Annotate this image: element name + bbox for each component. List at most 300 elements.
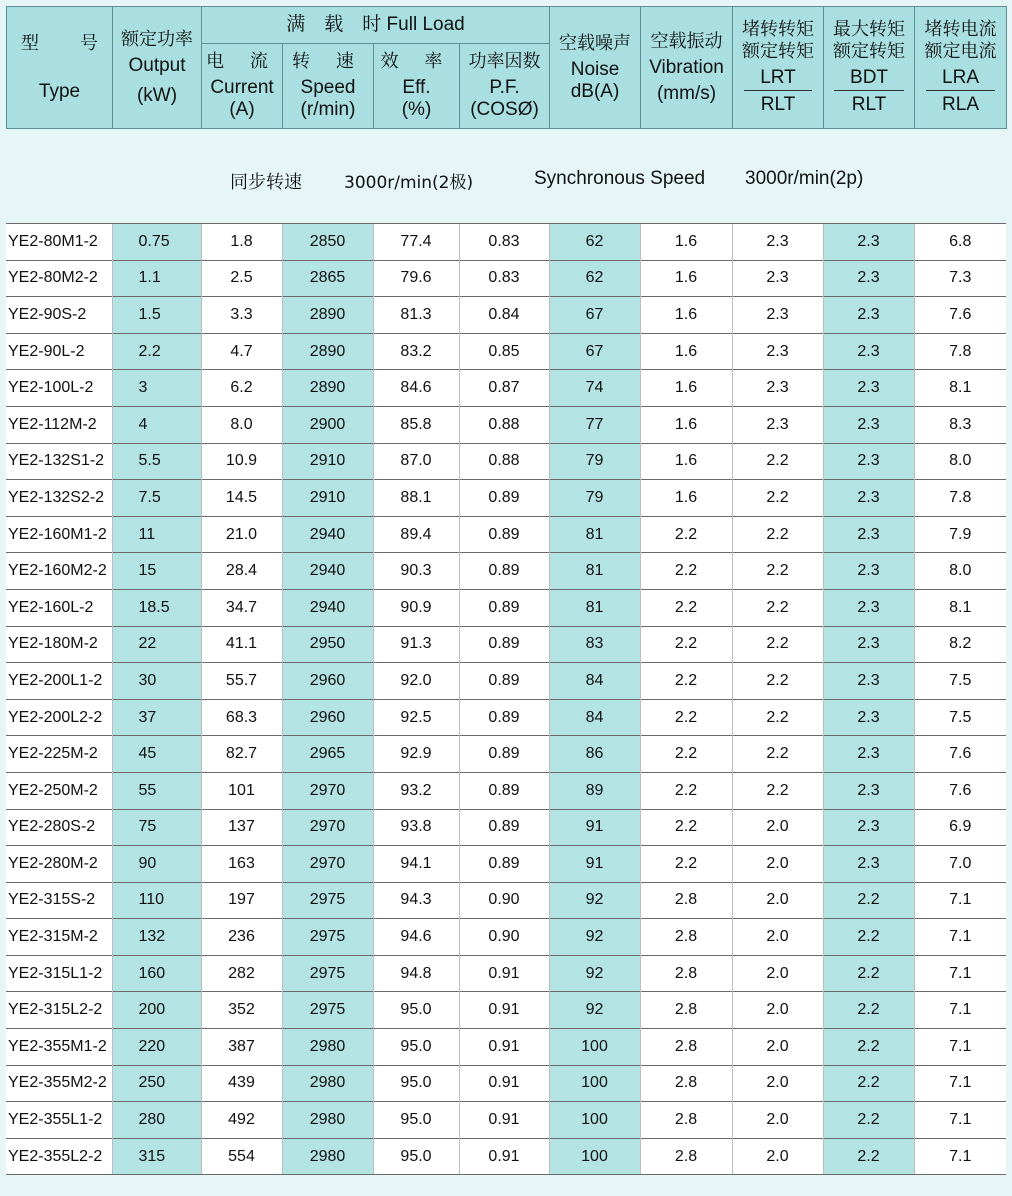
cell-efficiency: 95.0: [373, 992, 459, 1029]
cell-output: 4: [112, 406, 201, 443]
cell-lrt: 2.0: [732, 1102, 823, 1139]
cell-power-factor: 0.89: [459, 553, 549, 590]
cell-output: 110: [112, 882, 201, 919]
cell-noise: 83: [549, 626, 640, 663]
cell-vibration: 2.2: [640, 589, 732, 626]
cell-current: 352: [201, 992, 282, 1029]
cell-speed: 2910: [282, 443, 373, 480]
cell-bdt: 2.3: [823, 663, 914, 700]
cell-vibration: 2.2: [640, 626, 732, 663]
cell-noise: 67: [549, 297, 640, 334]
cell-power-factor: 0.91: [459, 992, 549, 1029]
cell-noise: 62: [549, 260, 640, 297]
cell-type: YE2-132S1-2: [6, 443, 112, 480]
cell-lra: 7.1: [914, 919, 1006, 956]
cell-lrt: 2.3: [732, 370, 823, 407]
cell-efficiency: 83.2: [373, 333, 459, 370]
cell-bdt: 2.3: [823, 772, 914, 809]
cell-speed: 2980: [282, 1102, 373, 1139]
cell-power-factor: 0.89: [459, 736, 549, 773]
cell-lra: 7.1: [914, 1029, 1006, 1066]
cell-lrt: 2.0: [732, 955, 823, 992]
cell-efficiency: 84.6: [373, 370, 459, 407]
cell-lrt: 2.2: [732, 480, 823, 517]
table-row: [6, 480, 1006, 517]
table-row: [6, 224, 1006, 261]
cell-noise: 92: [549, 955, 640, 992]
table-row: [6, 626, 1006, 663]
cell-output: 11: [112, 516, 201, 553]
cell-current: 137: [201, 809, 282, 846]
cell-current: 387: [201, 1029, 282, 1066]
cell-speed: 2975: [282, 955, 373, 992]
cell-vibration: 2.8: [640, 992, 732, 1029]
cell-bdt: 2.3: [823, 224, 914, 261]
cell-current: 6.2: [201, 370, 282, 407]
cell-output: 315: [112, 1138, 201, 1175]
cell-type: YE2-200L2-2: [6, 699, 112, 736]
cell-type: YE2-90S-2: [6, 297, 112, 334]
cell-type: YE2-355L1-2: [6, 1102, 112, 1139]
cell-output: 220: [112, 1029, 201, 1066]
cell-output: 160: [112, 955, 201, 992]
cell-output: 15: [112, 553, 201, 590]
table-row: [6, 516, 1006, 553]
cell-noise: 84: [549, 699, 640, 736]
cell-efficiency: 94.6: [373, 919, 459, 956]
cell-output: 280: [112, 1102, 201, 1139]
spec-table-body: [6, 223, 1006, 1175]
table-row: [6, 846, 1006, 883]
cell-output: 45: [112, 736, 201, 773]
cell-lra: 8.2: [914, 626, 1006, 663]
cell-bdt: 2.2: [823, 1138, 914, 1175]
cell-lrt: 2.0: [732, 1065, 823, 1102]
cell-lrt: 2.2: [732, 626, 823, 663]
cell-lrt: 2.0: [732, 882, 823, 919]
table-row: [6, 955, 1006, 992]
cell-lrt: 2.0: [732, 919, 823, 956]
cell-efficiency: 95.0: [373, 1102, 459, 1139]
cell-bdt: 2.3: [823, 626, 914, 663]
cell-speed: 2890: [282, 333, 373, 370]
cell-noise: 62: [549, 224, 640, 261]
cell-noise: 100: [549, 1102, 640, 1139]
cell-lra: 7.3: [914, 260, 1006, 297]
cell-vibration: 2.8: [640, 882, 732, 919]
header-power-factor: 功率因数 P.F. (COSØ): [460, 44, 550, 129]
cell-bdt: 2.3: [823, 809, 914, 846]
cell-type: YE2-225M-2: [6, 736, 112, 773]
cell-current: 41.1: [201, 626, 282, 663]
cell-current: 236: [201, 919, 282, 956]
cell-lrt: 2.0: [732, 1029, 823, 1066]
cell-power-factor: 0.91: [459, 1102, 549, 1139]
cell-vibration: 1.6: [640, 224, 732, 261]
cell-power-factor: 0.89: [459, 846, 549, 883]
cell-lra: 6.8: [914, 224, 1006, 261]
cell-power-factor: 0.90: [459, 919, 549, 956]
cell-type: YE2-160M2-2: [6, 553, 112, 590]
cell-type: YE2-280S-2: [6, 809, 112, 846]
cell-power-factor: 0.89: [459, 663, 549, 700]
cell-lra: 7.8: [914, 333, 1006, 370]
cell-noise: 92: [549, 882, 640, 919]
cell-type: YE2-315S-2: [6, 882, 112, 919]
cell-vibration: 1.6: [640, 333, 732, 370]
cell-lra: 7.6: [914, 772, 1006, 809]
cell-efficiency: 91.3: [373, 626, 459, 663]
cell-current: 3.3: [201, 297, 282, 334]
header-speed: 转 速 Speed (r/min): [283, 44, 374, 129]
cell-type: YE2-80M1-2: [6, 224, 112, 261]
table-row: [6, 297, 1006, 334]
cell-output: 250: [112, 1065, 201, 1102]
cell-noise: 81: [549, 553, 640, 590]
table-row: [6, 333, 1006, 370]
cell-lrt: 2.2: [732, 553, 823, 590]
cell-type: YE2-355L2-2: [6, 1138, 112, 1175]
cell-vibration: 2.8: [640, 1065, 732, 1102]
cell-lra: 7.5: [914, 663, 1006, 700]
cell-power-factor: 0.83: [459, 224, 549, 261]
cell-vibration: 2.8: [640, 1102, 732, 1139]
cell-vibration: 2.2: [640, 516, 732, 553]
cell-vibration: 2.2: [640, 736, 732, 773]
cell-output: 3: [112, 370, 201, 407]
table-row: [6, 1138, 1006, 1175]
cell-output: 0.75: [112, 224, 201, 261]
cell-lrt: 2.3: [732, 333, 823, 370]
cell-efficiency: 92.0: [373, 663, 459, 700]
cell-output: 1.1: [112, 260, 201, 297]
cell-speed: 2960: [282, 663, 373, 700]
cell-lrt: 2.0: [732, 992, 823, 1029]
cell-lrt: 2.3: [732, 224, 823, 261]
header-bdt-ratio: 最大转矩 额定转矩 BDT RLT: [824, 7, 915, 129]
cell-bdt: 2.3: [823, 260, 914, 297]
cell-speed: 2975: [282, 992, 373, 1029]
cell-speed: 2975: [282, 919, 373, 956]
cell-type: YE2-160M1-2: [6, 516, 112, 553]
cell-lrt: 2.2: [732, 772, 823, 809]
cell-lra: 8.3: [914, 406, 1006, 443]
cell-output: 75: [112, 809, 201, 846]
synchronous-speed-title: [0, 168, 1012, 194]
header-lra-ratio: 堵转电流 额定电流 LRA RLA: [915, 7, 1007, 129]
cell-efficiency: 89.4: [373, 516, 459, 553]
cell-lra: 7.1: [914, 992, 1006, 1029]
cell-efficiency: 95.0: [373, 1029, 459, 1066]
cell-power-factor: 0.88: [459, 443, 549, 480]
cell-vibration: 2.2: [640, 663, 732, 700]
table-row: [6, 992, 1006, 1029]
cell-lra: 7.1: [914, 882, 1006, 919]
cell-bdt: 2.2: [823, 882, 914, 919]
table-row: [6, 553, 1006, 590]
cell-lra: 7.9: [914, 516, 1006, 553]
cell-current: 282: [201, 955, 282, 992]
cell-output: 37: [112, 699, 201, 736]
cell-bdt: 2.3: [823, 406, 914, 443]
cell-efficiency: 93.8: [373, 809, 459, 846]
cell-type: YE2-355M1-2: [6, 1029, 112, 1066]
cell-output: 200: [112, 992, 201, 1029]
cell-noise: 79: [549, 480, 640, 517]
cell-power-factor: 0.89: [459, 772, 549, 809]
cell-output: 1.5: [112, 297, 201, 334]
cell-type: YE2-112M-2: [6, 406, 112, 443]
cell-bdt: 2.2: [823, 955, 914, 992]
cell-lrt: 2.0: [732, 1138, 823, 1175]
header-noise: 空载噪声 Noise dB(A): [550, 7, 641, 129]
cell-bdt: 2.3: [823, 480, 914, 517]
cell-type: YE2-200L1-2: [6, 663, 112, 700]
table-row: [6, 1065, 1006, 1102]
table-row: [6, 882, 1006, 919]
table-row: [6, 406, 1006, 443]
cell-power-factor: 0.91: [459, 1065, 549, 1102]
cell-bdt: 2.2: [823, 1029, 914, 1066]
cell-current: 28.4: [201, 553, 282, 590]
cell-speed: 2970: [282, 846, 373, 883]
cell-noise: 81: [549, 516, 640, 553]
cell-current: 10.9: [201, 443, 282, 480]
cell-efficiency: 94.1: [373, 846, 459, 883]
cell-power-factor: 0.87: [459, 370, 549, 407]
cell-noise: 81: [549, 589, 640, 626]
cell-efficiency: 94.8: [373, 955, 459, 992]
cell-lrt: 2.3: [732, 260, 823, 297]
cell-noise: 100: [549, 1065, 640, 1102]
cell-lrt: 2.2: [732, 443, 823, 480]
cell-power-factor: 0.85: [459, 333, 549, 370]
cell-efficiency: 81.3: [373, 297, 459, 334]
cell-speed: 2910: [282, 480, 373, 517]
cell-current: 1.8: [201, 224, 282, 261]
cell-speed: 2970: [282, 809, 373, 846]
cell-output: 22: [112, 626, 201, 663]
cell-lrt: 2.2: [732, 589, 823, 626]
cell-current: 439: [201, 1065, 282, 1102]
cell-type: YE2-132S2-2: [6, 480, 112, 517]
cell-noise: 86: [549, 736, 640, 773]
cell-type: YE2-355M2-2: [6, 1065, 112, 1102]
cell-lra: 7.1: [914, 1065, 1006, 1102]
cell-lrt: 2.3: [732, 297, 823, 334]
cell-bdt: 2.3: [823, 370, 914, 407]
cell-speed: 2850: [282, 224, 373, 261]
cell-efficiency: 92.5: [373, 699, 459, 736]
cell-current: 163: [201, 846, 282, 883]
cell-noise: 91: [549, 809, 640, 846]
cell-lrt: 2.2: [732, 736, 823, 773]
cell-output: 55: [112, 772, 201, 809]
table-row: [6, 1029, 1006, 1066]
header-type: 型 号 Type: [7, 7, 113, 129]
cell-bdt: 2.2: [823, 919, 914, 956]
cell-vibration: 1.6: [640, 370, 732, 407]
header-output: 额定功率 Output (kW): [113, 7, 202, 129]
cell-type: YE2-280M-2: [6, 846, 112, 883]
cell-current: 554: [201, 1138, 282, 1175]
cell-lra: 8.1: [914, 370, 1006, 407]
cell-type: YE2-100L-2: [6, 370, 112, 407]
speed-label-en: Synchronous Speed: [534, 168, 706, 189]
cell-power-factor: 0.89: [459, 699, 549, 736]
cell-speed: 2940: [282, 553, 373, 590]
table-row: [6, 1102, 1006, 1139]
cell-efficiency: 95.0: [373, 1138, 459, 1175]
cell-power-factor: 0.91: [459, 1029, 549, 1066]
cell-lra: 6.9: [914, 809, 1006, 846]
cell-speed: 2890: [282, 370, 373, 407]
cell-efficiency: 85.8: [373, 406, 459, 443]
cell-speed: 2940: [282, 589, 373, 626]
cell-output: 90: [112, 846, 201, 883]
cell-speed: 2980: [282, 1065, 373, 1102]
cell-bdt: 2.3: [823, 589, 914, 626]
cell-noise: 79: [549, 443, 640, 480]
cell-power-factor: 0.83: [459, 260, 549, 297]
cell-speed: 2900: [282, 406, 373, 443]
cell-lra: 7.5: [914, 699, 1006, 736]
cell-speed: 2960: [282, 699, 373, 736]
cell-vibration: 2.2: [640, 809, 732, 846]
cell-type: YE2-180M-2: [6, 626, 112, 663]
cell-bdt: 2.3: [823, 736, 914, 773]
speed-label-zh: 同步转速: [230, 172, 302, 193]
cell-current: 55.7: [201, 663, 282, 700]
cell-vibration: 1.6: [640, 406, 732, 443]
cell-type: YE2-160L-2: [6, 589, 112, 626]
cell-current: 68.3: [201, 699, 282, 736]
cell-efficiency: 90.9: [373, 589, 459, 626]
cell-bdt: 2.3: [823, 699, 914, 736]
cell-noise: 100: [549, 1029, 640, 1066]
header-current: 电 流 Current (A): [202, 44, 283, 129]
cell-efficiency: 92.9: [373, 736, 459, 773]
cell-efficiency: 79.6: [373, 260, 459, 297]
cell-power-factor: 0.89: [459, 516, 549, 553]
cell-speed: 2980: [282, 1138, 373, 1175]
cell-current: 4.7: [201, 333, 282, 370]
cell-efficiency: 88.1: [373, 480, 459, 517]
cell-type: YE2-315L2-2: [6, 992, 112, 1029]
cell-lra: 7.6: [914, 297, 1006, 334]
cell-bdt: 2.3: [823, 516, 914, 553]
cell-noise: 92: [549, 919, 640, 956]
cell-efficiency: 90.3: [373, 553, 459, 590]
cell-efficiency: 94.3: [373, 882, 459, 919]
cell-bdt: 2.3: [823, 846, 914, 883]
cell-type: YE2-315M-2: [6, 919, 112, 956]
cell-vibration: 1.6: [640, 297, 732, 334]
table-row: [6, 699, 1006, 736]
cell-lra: 7.6: [914, 736, 1006, 773]
speed-value-zh: 3000r/min(2极): [344, 173, 474, 193]
cell-type: YE2-80M2-2: [6, 260, 112, 297]
cell-noise: 77: [549, 406, 640, 443]
cell-speed: 2940: [282, 516, 373, 553]
cell-power-factor: 0.89: [459, 809, 549, 846]
cell-speed: 2965: [282, 736, 373, 773]
cell-lra: 7.1: [914, 1138, 1006, 1175]
cell-current: 14.5: [201, 480, 282, 517]
cell-bdt: 2.2: [823, 992, 914, 1029]
cell-current: 101: [201, 772, 282, 809]
table-row: [6, 919, 1006, 956]
cell-type: YE2-315L1-2: [6, 955, 112, 992]
cell-type: YE2-250M-2: [6, 772, 112, 809]
cell-vibration: 2.8: [640, 1138, 732, 1175]
cell-efficiency: 95.0: [373, 1065, 459, 1102]
cell-lra: 7.1: [914, 955, 1006, 992]
table-row: [6, 809, 1006, 846]
cell-vibration: 2.8: [640, 955, 732, 992]
cell-output: 7.5: [112, 480, 201, 517]
cell-lra: 7.1: [914, 1102, 1006, 1139]
header-vibration: 空载振动 Vibration (mm/s): [641, 7, 733, 129]
cell-vibration: 2.2: [640, 772, 732, 809]
header-full-load: 满 载 时 Full Load: [202, 7, 550, 44]
cell-lra: 8.0: [914, 553, 1006, 590]
cell-speed: 2975: [282, 882, 373, 919]
cell-output: 18.5: [112, 589, 201, 626]
cell-bdt: 2.3: [823, 443, 914, 480]
cell-noise: 84: [549, 663, 640, 700]
cell-bdt: 2.2: [823, 1102, 914, 1139]
cell-lra: 8.0: [914, 443, 1006, 480]
cell-power-factor: 0.89: [459, 589, 549, 626]
cell-vibration: 2.2: [640, 553, 732, 590]
cell-speed: 2980: [282, 1029, 373, 1066]
table-row: [6, 260, 1006, 297]
cell-power-factor: 0.88: [459, 406, 549, 443]
cell-speed: 2970: [282, 772, 373, 809]
cell-vibration: 1.6: [640, 260, 732, 297]
cell-power-factor: 0.90: [459, 882, 549, 919]
table-row: [6, 736, 1006, 773]
cell-current: 21.0: [201, 516, 282, 553]
table-row: [6, 663, 1006, 700]
cell-power-factor: 0.91: [459, 955, 549, 992]
cell-power-factor: 0.89: [459, 480, 549, 517]
cell-current: 197: [201, 882, 282, 919]
cell-lra: 8.1: [914, 589, 1006, 626]
cell-speed: 2865: [282, 260, 373, 297]
cell-efficiency: 77.4: [373, 224, 459, 261]
cell-power-factor: 0.84: [459, 297, 549, 334]
cell-output: 132: [112, 919, 201, 956]
cell-bdt: 2.2: [823, 1065, 914, 1102]
cell-noise: 100: [549, 1138, 640, 1175]
cell-output: 2.2: [112, 333, 201, 370]
table-row: [6, 772, 1006, 809]
cell-current: 2.5: [201, 260, 282, 297]
cell-vibration: 2.2: [640, 699, 732, 736]
cell-vibration: 1.6: [640, 443, 732, 480]
cell-vibration: 2.8: [640, 1029, 732, 1066]
cell-lrt: 2.2: [732, 663, 823, 700]
cell-lrt: 2.3: [732, 406, 823, 443]
header-lrt-ratio: 堵转转矩 额定转矩 LRT RLT: [733, 7, 824, 129]
cell-speed: 2890: [282, 297, 373, 334]
cell-bdt: 2.3: [823, 297, 914, 334]
header-efficiency: 效 率 Eff. (%): [374, 44, 460, 129]
table-row: [6, 443, 1006, 480]
cell-lrt: 2.2: [732, 699, 823, 736]
